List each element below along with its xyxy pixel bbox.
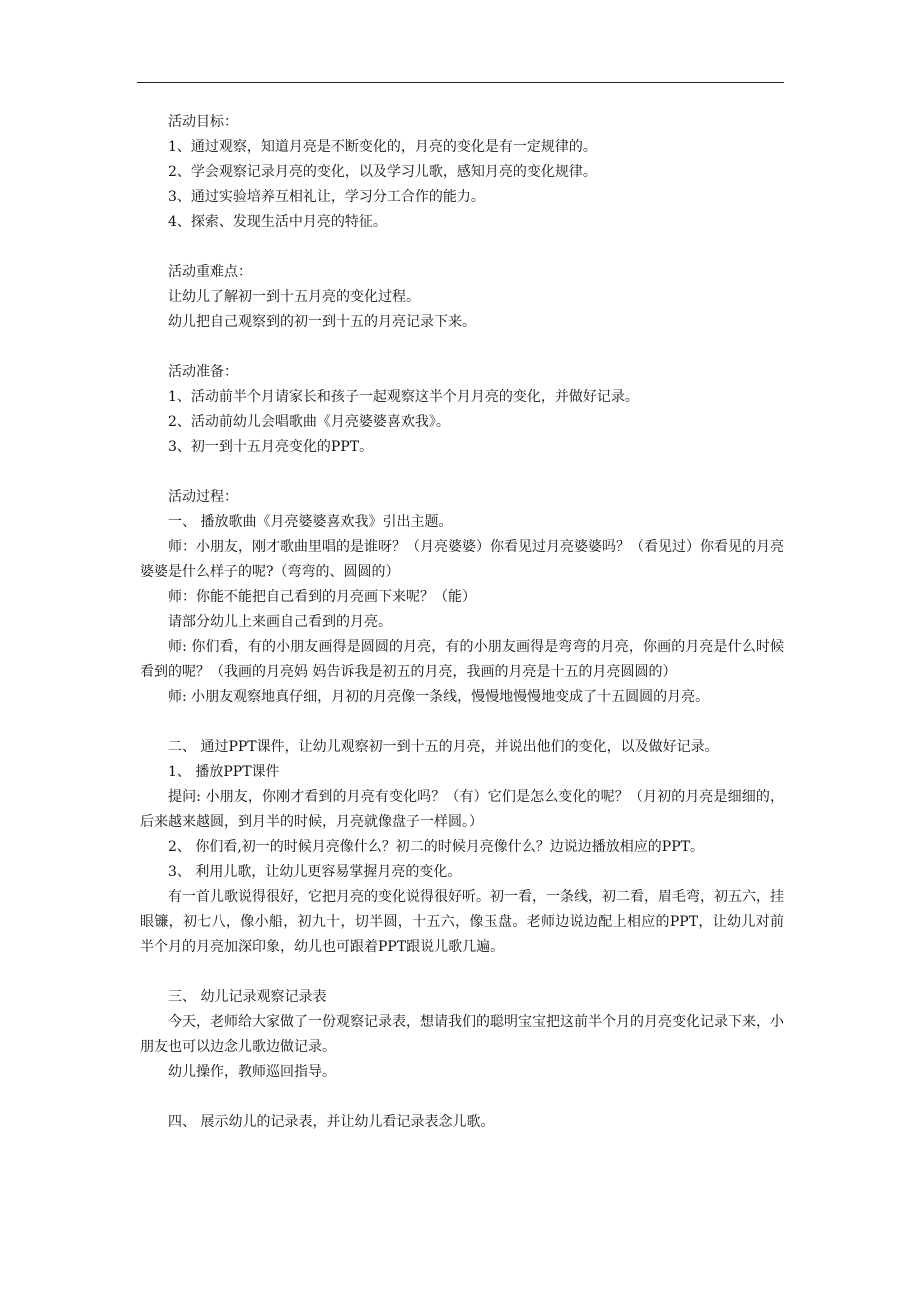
- header-rule: [137, 82, 784, 83]
- prep-item: 3、初一到十五月亮变化的PPT。: [168, 439, 374, 455]
- keypoints-heading: 活动重难点：: [168, 264, 252, 280]
- process-paragraph: 今天，老师给大家做了一份观察记录表，想请我们的聪明宝宝把这前半个月的月亮变化记录下来，小朋友也可以边念儿歌边做记录。: [140, 1014, 784, 1055]
- goals-section: [140, 110, 784, 235]
- prep-item: 1、活动前半个月请家长和孩子一起观察这半个月月亮的变化，并做好记录。: [168, 389, 639, 405]
- process-paragraph: 2、 你们看,初一的时候月亮像什么？初二的时候月亮像什么？边说边播放相应的PPT。: [168, 839, 704, 855]
- process-paragraph: 提问: 小朋友，你刚才看到的月亮有变化吗？（有）它们是怎么变化的呢？（月初的月亮是细细的，后来越来越圆，到月半的时候，月亮就像盘子一样圆。）: [140, 789, 784, 830]
- goals-heading: 活动目标：: [168, 114, 238, 130]
- process-paragraph: 四、 展示幼儿的记录表，并让幼儿看记录表念儿歌。: [168, 1114, 495, 1130]
- process-paragraph: 三、 幼儿记录观察记录表: [168, 989, 327, 1005]
- goal-item: 4、探索、发现生活中月亮的特征。: [168, 214, 387, 230]
- prep-item: 2、活动前幼儿会唱歌曲《月亮婆婆喜欢我》。: [168, 414, 450, 430]
- process-paragraph: 请部分幼儿上来画自己看到的月亮。: [168, 614, 392, 630]
- process-section: [140, 485, 784, 1135]
- process-paragraph: 师：你能不能把自己看到的月亮画下来呢？（能）: [168, 589, 476, 605]
- process-paragraph: 师: 你们看，有的小朋友画得是圆圆的月亮，有的小朋友画得是弯弯的月亮，你画的月亮是什么时候看到的呢？（我画的月亮妈 妈告诉我是初五的月亮，我画的月亮是十五的月亮圆圆的）: [140, 639, 784, 680]
- process-paragraph: 二、 通过PPT课件，让幼儿观察初一到十五的月亮，并说出他们的变化，以及做好记录。: [168, 739, 719, 755]
- process-paragraph: 3、 利用儿歌，让幼儿更容易掌握月亮的变化。: [168, 864, 462, 880]
- prep-heading: 活动准备：: [168, 364, 238, 380]
- prep-section: [140, 360, 784, 460]
- process-paragraph: 有一首儿歌说得很好，它把月亮的变化说得很好听。初一看，一条线，初二看，眉毛弯，初五六，挂眼镰，初七八，像小船，初九十，切半圆，十五六，像玉盘。老师边说边配上相应的PPT，让幼儿对前半个月的月亮加深印象，幼儿也可跟着PPT跟说儿歌几遍。: [140, 889, 784, 955]
- keypoint-item: 让幼儿了解初一到十五月亮的变化过程。: [168, 289, 420, 305]
- process-paragraph: 一、 播放歌曲《月亮婆婆喜欢我》引出主题。: [168, 514, 453, 530]
- keypoints-section: [140, 260, 784, 335]
- keypoint-item: 幼儿把自己观察到的初一到十五的月亮记录下来。: [168, 314, 476, 330]
- process-paragraph: 师：小朋友，刚才歌曲里唱的是谁呀？（月亮婆婆）你看见过月亮婆婆吗？（看见过）你看见的月亮婆婆是什么样子的呢?（弯弯的、圆圆的）: [140, 539, 784, 580]
- goal-item: 2、学会观察记录月亮的变化，以及学习儿歌，感知月亮的变化规律。: [168, 164, 597, 180]
- goal-item: 1、通过观察，知道月亮是不断变化的，月亮的变化是有一定规律的。: [168, 139, 597, 155]
- process-paragraph: 师: 小朋友观察地真仔细，月初的月亮像一条线，慢慢地慢慢地变成了十五圆圆的月亮。: [168, 689, 710, 705]
- process-paragraph: 1、 播放PPT课件: [168, 764, 280, 780]
- document-body: [140, 110, 784, 1135]
- process-heading: 活动过程：: [168, 489, 238, 505]
- process-paragraph: 幼儿操作，教师巡回指导。: [168, 1064, 336, 1080]
- goal-item: 3、通过实验培养互相礼让，学习分工合作的能力。: [168, 189, 485, 205]
